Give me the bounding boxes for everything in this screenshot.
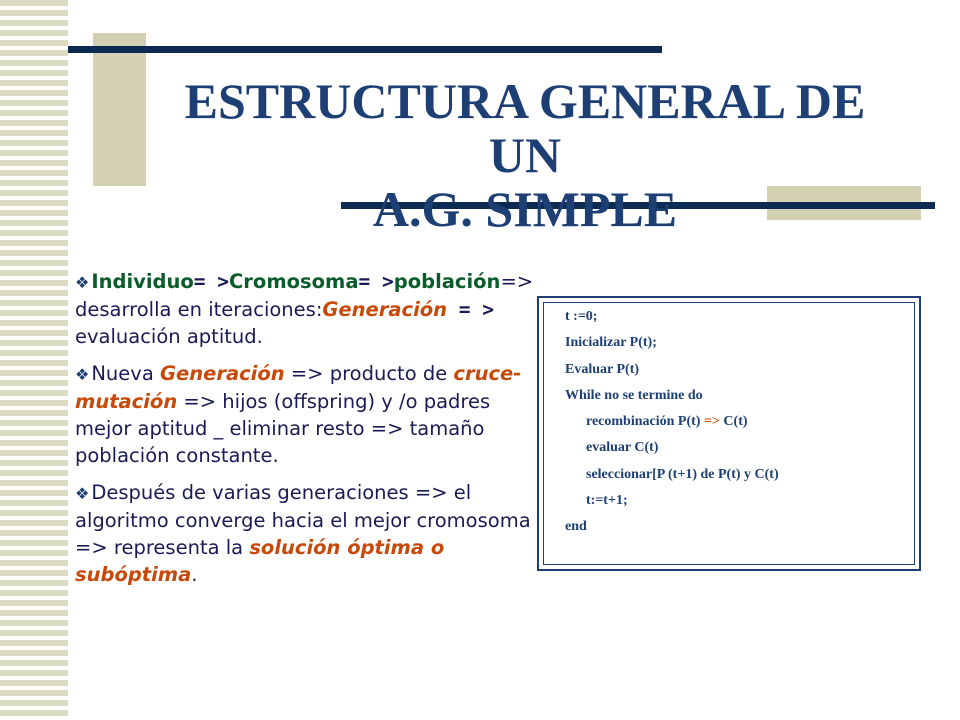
code-line-5-c: C(t): [719, 414, 748, 430]
bullet-1-text-1: Individuo: [91, 270, 194, 293]
bullet-1-text-4: = >: [358, 270, 394, 293]
code-line-2: Inicializar P(t);: [565, 335, 657, 351]
diamond-bullet-icon: ❖: [75, 273, 90, 292]
bullet-1-text-6: => desarrolla en iteraciones:: [75, 270, 534, 321]
left-striped-margin: [0, 0, 68, 720]
code-line-1: t :=0;: [565, 309, 598, 324]
bullet-list: [75, 268, 535, 598]
bullet-2-text-2: Generación: [159, 362, 285, 385]
bullet-1-text-5: población: [393, 270, 501, 293]
slide-title-line-1: ESTRUCTURA GENERAL DE UN: [184, 73, 866, 183]
bullet-1-text-3: Cromosoma: [229, 270, 359, 293]
diamond-bullet-icon: ❖: [75, 365, 90, 384]
decor-block-top-left: [93, 33, 146, 186]
code-line-4: While no se termine do: [565, 387, 703, 403]
bullet-2-text-5: => hijos (offspring) y /o padres mejor aptitud _ eliminar resto => tamaño población constante.: [75, 390, 491, 467]
slide-title-line-2: A.G. SIMPLE: [372, 181, 678, 237]
code-line-3: Evaluar P(t): [565, 361, 640, 377]
bullet-2-text-3: => producto de: [284, 362, 454, 385]
bullet-2-text-4: cruce- mutación: [75, 362, 522, 413]
bullet-1-text-8: = >: [447, 298, 495, 321]
code-line-8: t:=t+1;: [586, 493, 628, 509]
code-line-5-a: recombinación P(t): [586, 414, 704, 430]
bullet-2-text-1: Nueva: [91, 362, 160, 385]
code-line-6: evaluar C(t): [586, 440, 659, 456]
bullet-item-2: [75, 360, 535, 469]
code-line-5: [565, 409, 779, 435]
bullet-1-text-2: = >: [193, 270, 229, 293]
bullet-3-text-2: solución óptima o subóptima: [75, 536, 445, 586]
bullet-item-1: [75, 268, 535, 350]
bullet-item-3: [75, 479, 535, 588]
bullet-3-text-3: .: [191, 563, 198, 586]
title-rule-top: [68, 46, 662, 53]
code-line-9: end: [565, 519, 587, 535]
bullet-1-text-7: Generación: [322, 298, 448, 321]
diamond-bullet-icon: ❖: [75, 484, 90, 503]
bullet-3-text-1: Después de varias generaciones => el algoritmo converge hacia el mejor cromosoma => representa la: [75, 481, 531, 559]
slide-title: [145, 74, 905, 236]
code-line-5-arrow: =>: [703, 414, 720, 430]
code-line-7: seleccionar[P (t+1) de P(t) y C(t): [586, 466, 779, 482]
pseudocode: [565, 304, 779, 541]
bullet-1-text-9: evaluación aptitud.: [75, 325, 263, 348]
